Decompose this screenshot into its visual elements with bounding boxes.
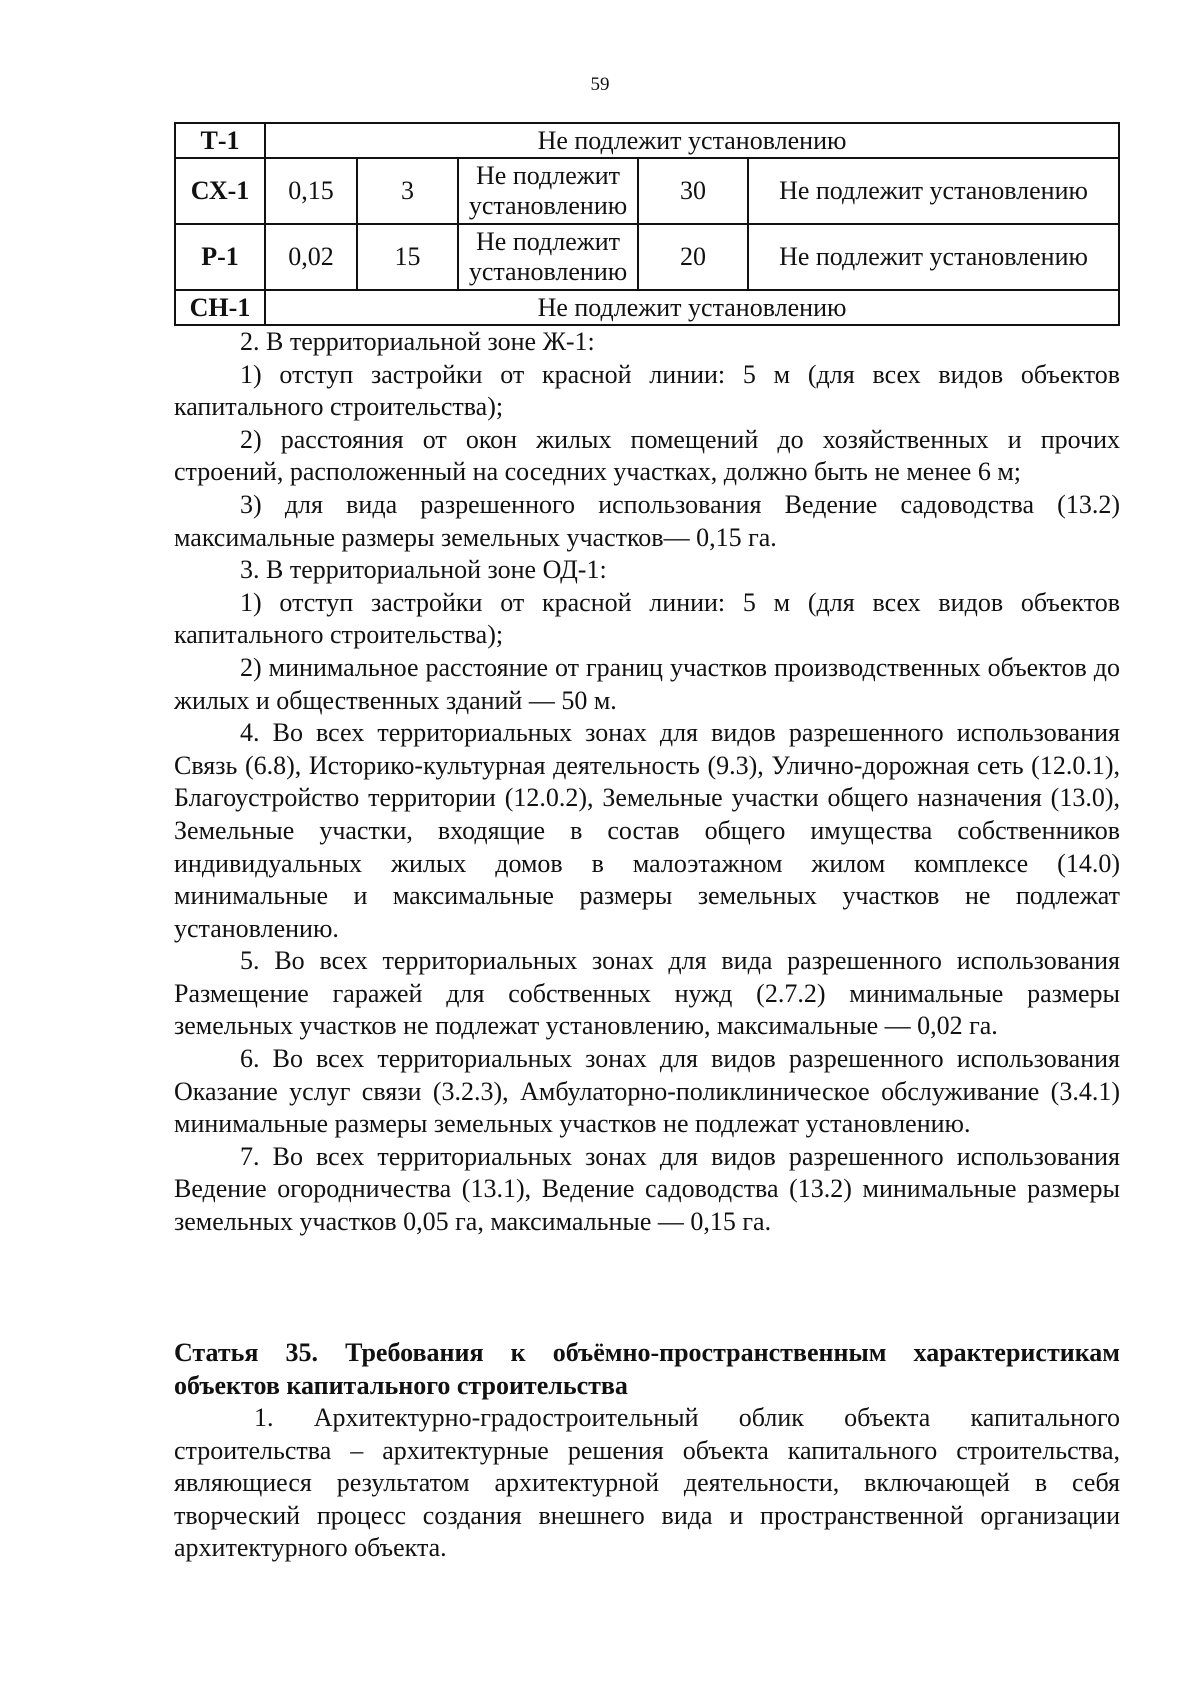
paragraph: 4. Во всех территориальных зонах для видов разрешенного использования Связь (6.8), Историко-культурная деятельность (9.3), Улично-дорожная сеть (12.0.1), Благоустройство территории (12.0.2), Земельные участки общего назначения (13.0), Земельные участки, входящие в состав общего имущества собственников индивидуальных жилых домов в малоэтажном жилом комплексе (14.0) минимальные и максимальные размеры земельных участков не подлежат установлению. <box>174 718 1120 943</box>
body-text <box>174 326 1120 1239</box>
page-number: 59 <box>590 74 610 95</box>
paragraph: 7. Во всех территориальных зонах для видов разрешенного использования Ведение огородничества (13.1), Ведение садоводства (13.2) минимальные размеры земельных участков 0,05 га, максимальные — 0,15 га. <box>174 1141 1120 1237</box>
merged-value-cell: Не подлежит установлению <box>265 290 1119 325</box>
paragraph: 1) отступ застройки от красной линии: 5 м (для всех видов объектов капитального строительства); <box>174 587 1120 650</box>
paragraph: 5. Во всех территориальных зонах для вида разрешенного использования Размещение гаражей для собственных нужд (2.7.2) минимальные размеры земельных участков не подлежат установлению, максимальные — 0,02 га. <box>174 946 1120 1041</box>
zone-parameters-table <box>174 122 1120 326</box>
table-cell: 30 <box>638 158 748 224</box>
zone-code-cell: Т-1 <box>175 123 265 158</box>
paragraph: 3. В территориальной зоне ОД-1: <box>240 555 607 585</box>
table-cell: Не подлежит установлению <box>748 158 1119 224</box>
paragraph: 1) отступ застройки от красной линии: 5 м (для всех видов объектов капитального строительства); <box>174 359 1120 422</box>
paragraph: 6. Во всех территориальных зонах для видов разрешенного использования Оказание услуг связи (3.2.3), Амбулаторно-поликлиническое обслуживание (3.4.1) минимальные размеры земельных участков не подлежат установлению. <box>174 1044 1120 1139</box>
table-cell: 20 <box>638 224 748 290</box>
table-cell: 15 <box>357 224 458 290</box>
table-cell: 0,15 <box>265 158 357 224</box>
table-cell: 0,02 <box>265 224 357 290</box>
article-body <box>174 1402 1120 1565</box>
table-cell: Не подлежит установлению <box>458 158 638 224</box>
table-cell: Не подлежит установлению <box>458 224 638 290</box>
merged-value-cell: Не подлежит установлению <box>265 123 1119 158</box>
paragraph: 3) для вида разрешенного использования Ведение садоводства (13.2) максимальные размеры земельных участков— 0,15 га. <box>174 489 1120 552</box>
table-cell: 3 <box>357 158 458 224</box>
zone-code-cell: СХ-1 <box>175 158 265 224</box>
table-row <box>175 123 1119 158</box>
paragraph: 2) расстояния от окон жилых помещений до хозяйственных и прочих строений, расположенный на соседних участках, должно быть не менее 6 м; <box>174 424 1120 487</box>
table-row <box>175 158 1119 224</box>
table-cell: Не подлежит установлению <box>748 224 1119 290</box>
zone-code-cell: СН-1 <box>175 290 265 325</box>
table-row <box>175 224 1119 290</box>
table-row <box>175 290 1119 325</box>
article-heading: Статья 35. Требования к объёмно-пространственным характеристикам объектов капитального строительства <box>174 1338 1120 1400</box>
paragraph: 1. Архитектурно-градостроительный облик объекта капитального строительства – архитектурные решения объекта капитального строительства, являющиеся результатом архитектурной деятельности, включающей в себя творческий процесс создания внешнего вида и пространственной организации архитектурного объекта. <box>174 1403 1120 1563</box>
paragraph: 2. В территориальной зоне Ж-1: <box>240 327 595 356</box>
zone-code-cell: Р-1 <box>175 224 265 290</box>
paragraph: 2) минимальное расстояние от границ участков производственных объектов до жилых и общественных зданий — 50 м. <box>174 652 1120 715</box>
